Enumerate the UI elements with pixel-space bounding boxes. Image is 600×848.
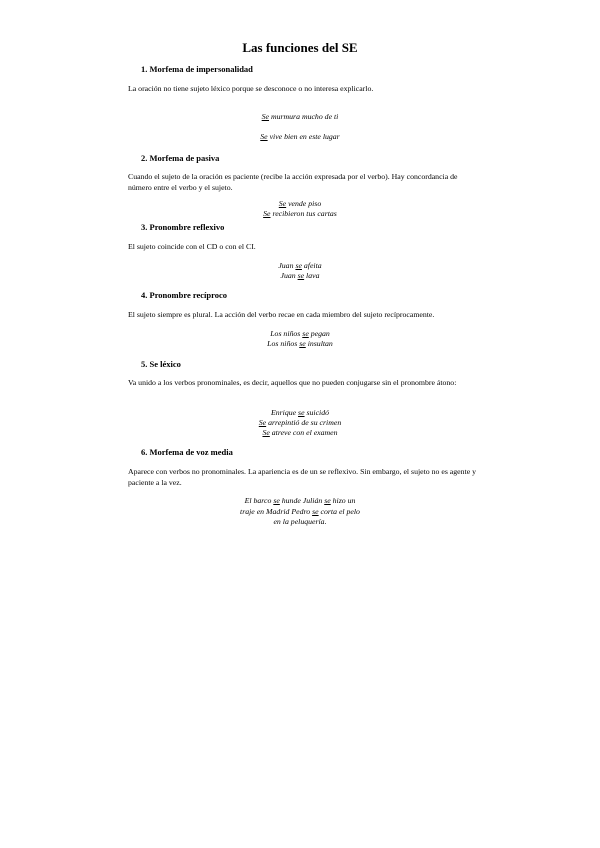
- section-heading-reciproco: 4. Pronombre recíproco: [141, 290, 228, 300]
- example-line: [0, 517, 600, 528]
- example-text: Los niños: [267, 339, 300, 348]
- example-text: afeita: [301, 261, 322, 270]
- se-word: Se: [258, 418, 267, 427]
- section-heading-impersonalidad: 1. Morfema de impersonalidad: [141, 64, 253, 74]
- example-line: [0, 132, 600, 143]
- page-title: Las funciones del SE: [242, 40, 358, 55]
- se-word: se: [295, 261, 302, 270]
- se-word: se: [298, 408, 305, 417]
- example-line: [0, 112, 600, 123]
- se-word: Se: [263, 209, 271, 218]
- example-line: [0, 507, 600, 518]
- example-text: suicidó: [304, 408, 330, 417]
- example-text: murmura mucho de ti: [269, 112, 339, 121]
- example-text: hizo un: [330, 496, 356, 505]
- example-text: vende piso: [286, 199, 322, 208]
- section-text-se-lexico: Va unido a los verbos pronominales, es decir, aquellos que no pueden conjugarse sin el pronombre átono:: [128, 378, 457, 387]
- example-text: arrepintió de su crimen: [266, 418, 342, 427]
- example-line: [0, 339, 600, 350]
- section-heading-se-lexico: 5. Se léxico: [141, 359, 181, 369]
- se-word: se: [297, 271, 305, 280]
- example-text: hunde Julián: [279, 496, 325, 505]
- example-text: vive bien en este lugar: [267, 132, 340, 141]
- se-word: Se: [261, 112, 270, 121]
- example-text: Juan: [278, 261, 296, 270]
- example-text: lava: [304, 271, 320, 280]
- example-text: en la peluquería.: [273, 517, 327, 526]
- example-line: [0, 209, 600, 220]
- example-line: [0, 199, 600, 210]
- se-word: Se: [260, 132, 268, 141]
- section-heading-pasiva: 2. Morfema de pasiva: [141, 153, 220, 163]
- example-text: recibieron tus cartas: [270, 209, 337, 218]
- section-text-impersonalidad: La oración no tiene sujeto léxico porque se desconoce o no interesa explicarlo.: [128, 84, 374, 93]
- example-text: Los niños: [270, 329, 303, 338]
- example-text: Enrique: [270, 408, 299, 417]
- example-text: corta el pelo: [318, 507, 360, 516]
- se-word: se: [302, 329, 309, 338]
- section-text-pasiva: Cuando el sujeto de la oración es paciente (recibe la acción expresada por el verbo). Hay concordancia de número entre el verbo y el sujeto.: [128, 172, 458, 192]
- example-text: atreve con el examen: [269, 428, 338, 437]
- example-text: pegan: [308, 329, 330, 338]
- se-word: se: [312, 507, 319, 516]
- example-text: Juan: [280, 271, 298, 280]
- example-line: [0, 496, 600, 507]
- section-text-reflexivo: El sujeto coincide con el CD o con el CI.: [128, 242, 256, 251]
- se-word: Se: [262, 428, 270, 437]
- se-word: se: [299, 339, 306, 348]
- section-heading-reflexivo: 3. Pronombre reflexivo: [141, 222, 225, 232]
- example-text: El barco: [244, 496, 274, 505]
- example-line: [0, 271, 600, 282]
- example-text: insultan: [305, 339, 333, 348]
- se-word: se: [273, 496, 280, 505]
- example-text: traje en Madrid Pedro: [240, 507, 313, 516]
- example-line: [0, 418, 600, 429]
- example-line: [0, 408, 600, 419]
- example-line: [0, 329, 600, 340]
- section-text-reciproco: El sujeto siempre es plural. La acción del verbo recae en cada miembro del sujeto recíprocamente.: [128, 310, 435, 319]
- section-text-voz-media: Aparece con verbos no pronominales. La apariencia es de un se reflexivo. Sin embargo, el sujeto no es agente y paciente a la vez.: [128, 467, 476, 487]
- example-line: [0, 261, 600, 272]
- se-word: Se: [278, 199, 287, 208]
- se-word: se: [324, 496, 331, 505]
- example-line: [0, 428, 600, 439]
- section-heading-voz-media: 6. Morfema de voz media: [141, 447, 233, 457]
